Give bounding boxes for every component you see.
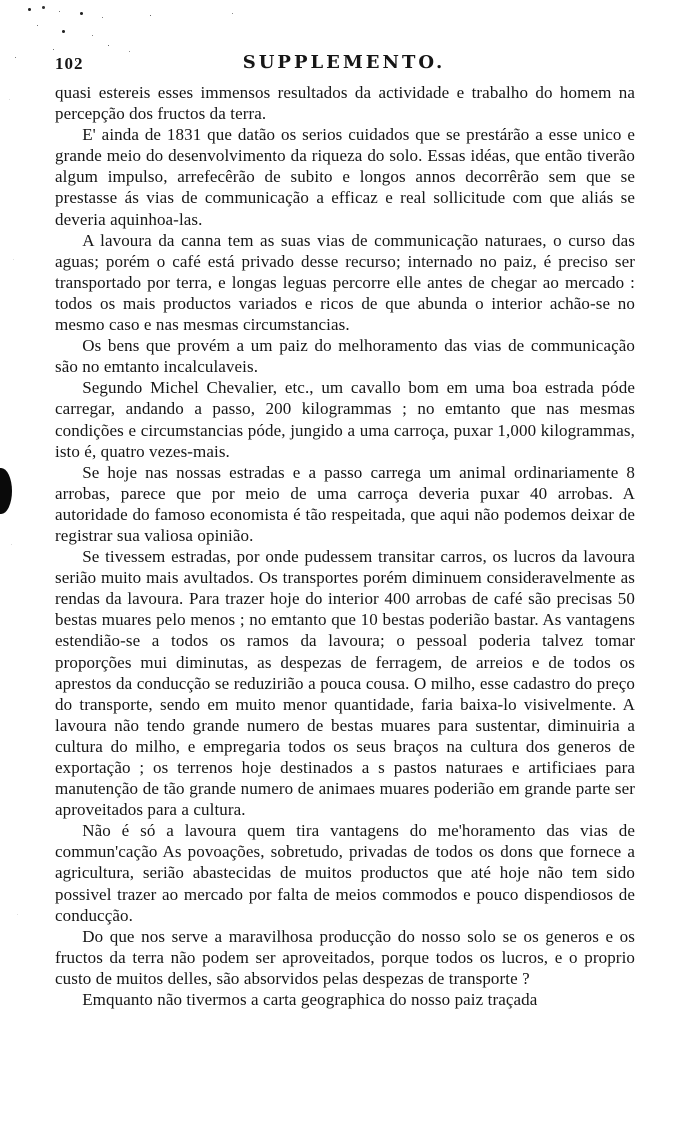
paragraph: Segundo Michel Chevalier, etc., um cavallo bom em uma boa estrada póde carregar, andando a passo, 200 kilogrammas ; no emtanto que nas mesmas condições e circumstancias póde, jungido a uma carroça, puxar 1,000 kilogrammas, isto é, quatro vezes-mais. xyxy=(55,378,635,461)
page-header xyxy=(55,52,633,76)
paragraph: quasi estereis esses immensos resultados da actividade e trabalho do homem na percepção dos fructos da terra. xyxy=(55,83,635,124)
paragraph: Os bens que provém a um paiz do melhoramento das vias de communicação são no emtanto incalculaveis. xyxy=(55,336,635,377)
paragraph: E' ainda de 1831 que datão os serios cuidados que se prestárão a esse unico e grande meio do desenvolvimento da riqueza do solo. Essas idéas, que então tiverão algum impulso, arrefecêrão de subito e longos annos decorrêrão sem que se prestasse ás vias de communicação a efficaz e real sollicitude com que aliás se deveria aquinhoa-las. xyxy=(55,125,635,229)
ink-blot xyxy=(0,468,12,514)
paragraph: Não é só a lavoura quem tira vantagens do me'horamento das vias de commun'cação As povoações, sobretudo, privadas de todos os dons que fornece a agricultura, serião abastecidas de muitos productos que até hoje não tem sido possivel trazer ao mercado por falta de meios commodos e pouco dispendiosos de conducção. xyxy=(55,821,635,925)
paragraph: A lavoura da canna tem as suas vias de communicação naturaes, o curso das aguas; porém o café está privado desse recurso; internado no paiz, é preciso ser transportado por terra, e longas leguas percorre elle antes de chegar ao mercado : todos os mais productos variados e ricos de que abunda o interior achão-se no mesmo caso e nas mesmas circumstancias. xyxy=(55,230,635,335)
paragraph: Se hoje nas nossas estradas e a passo carrega um animal ordinariamente 8 arrobas, parece que por meio de uma carroça deveria puxar 40 arrobas. A autoridade do famoso economista é tão respeitada, que aqui não podemos deixar de registrar sua valiosa opinião. xyxy=(55,462,635,545)
page-number: 102 xyxy=(55,54,84,73)
page-title: SUPPLEMENTO. xyxy=(242,52,446,73)
paragraph: Do que nos serve a maravilhosa producção do nosso solo se os generos e os fructos da terra não podem ser aproveitados, porque todos os lucros, e o proprio custo de muitos delles, são absorvidos pelas despezas de transporte ? xyxy=(55,926,635,988)
paragraph: Emquanto não tivermos a carta geographica do nosso paiz traçada xyxy=(82,990,538,1010)
body-text xyxy=(55,82,635,1010)
ink-speckles xyxy=(28,8,31,11)
paragraph: Se tivessem estradas, por onde pudessem transitar carros, os lucros da lavoura serião muito mais avultados. Os transportes porém diminuem consideravelmente as rendas da lavoura. Para trazer hoje do interior 400 arrobas de café são precisas 50 bestas muares pelo menos ; no emtanto que 10 bestas poderião bastar. As vantagens estendião-se a todos os ramos da lavoura; o pessoal poderia talvez tomar proporções mui diminutas, as despezas de ferragem, de arreios e de todos os aprestos da conducção se reduzirião a pouca cousa. O milho, esse cadastro do preço do transporte, sendo em muito menor quantidade, faria baixa-lo visivelmente. A lavoura não tendo grande numero de bestas muares para sustentar, diminuiria a cultura do milho, e empregaria todos os seus braços na cultura dos generos de exportação ; os terrenos hoje destinados a s pastos naturaes e artificiaes para manutenção de tão grande numero de animaes muares poderião em grande parte ser aproveitados para a cultura. xyxy=(55,547,635,820)
